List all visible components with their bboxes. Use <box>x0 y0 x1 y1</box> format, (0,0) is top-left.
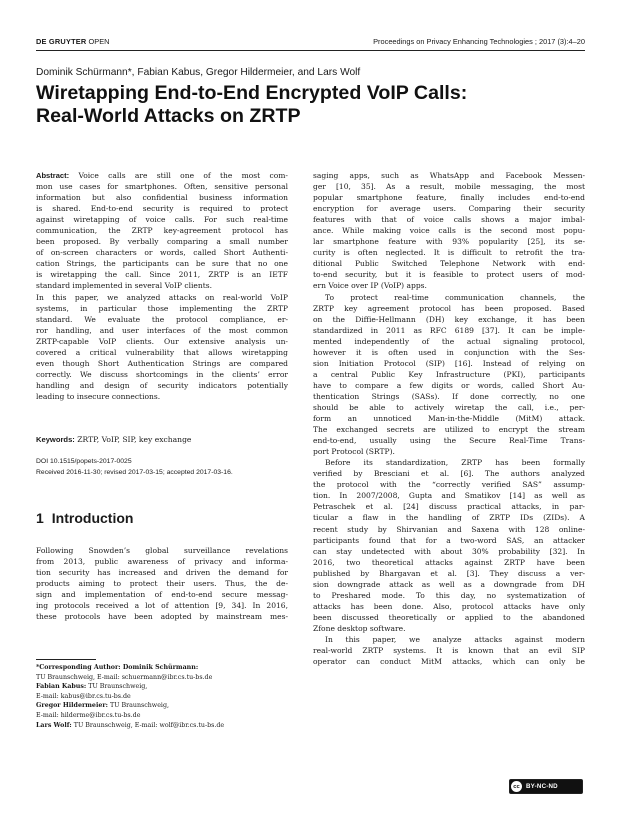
footnote-text: E-mail: kabus@ibr.cs.tu-bs.de <box>36 692 131 700</box>
footnote-line <box>36 682 296 692</box>
abstract-line: cation Strings, the participants can be sure that no one <box>36 259 288 269</box>
intro-line: these protocols have been adopted by mainstream mes- <box>36 612 288 622</box>
footnote-author: Fabian Kabus: <box>36 683 87 691</box>
cc-license-badge[interactable] <box>509 779 583 794</box>
body-line: should be able to actively wiretap the call, i.e., per- <box>313 402 585 412</box>
title-line: Real-World Attacks on ZRTP <box>36 105 301 127</box>
abstract-line: of on-screen characters or words, called Short Authenti- <box>36 248 288 258</box>
body-line: To protect real-time communication channels, the <box>325 292 585 302</box>
abstract-line: handling and design of security indicators potentially <box>36 380 288 390</box>
journal-citation: Proceedings on Privacy Enhancing Technologies ; 2017 (3):4–20 <box>373 37 585 46</box>
footnote-line <box>36 711 296 721</box>
author-list: Dominik Schürmann*, Fabian Kabus, Gregor Hildermeier, and Lars Wolf <box>36 67 361 78</box>
body-line: encryption for average users. Comparing their security <box>313 204 585 214</box>
footnotes <box>36 663 296 730</box>
body-line: standardized in 2011 as RFC 6189 [37]. It can be imple- <box>313 325 585 335</box>
footnote-author: Lars Wolf: <box>36 721 72 729</box>
body-line: to-end security, but it is feasible to protect users of mod- <box>313 270 585 280</box>
body-line: ance. While making voice calls is the second most popu- <box>313 226 585 236</box>
body-line: features with that of voice calls shows a major imbal- <box>313 215 585 225</box>
footnote-rule <box>36 659 96 660</box>
abstract-label: Abstract: <box>36 171 70 180</box>
publisher <box>36 37 109 46</box>
header-rule <box>36 50 585 51</box>
footnote-line <box>36 692 296 702</box>
body-line: lar smartphone feature with 93% popularity [25], its se- <box>313 237 585 247</box>
section-title: Introduction <box>51 510 134 526</box>
abstract-line: communication, the ZRTP key-agreement protocol has <box>36 226 288 236</box>
body-line: real-world ZRTP systems. It is known that an evil SIP <box>313 646 585 656</box>
body-line: the protocol with the “correctly verified SAS” assump- <box>313 480 585 490</box>
abstract-line: ZRTP-capable VoIP clients. Our extensive analysis un- <box>36 336 288 346</box>
body-line: Before its standardization, ZRTP has been formally <box>325 458 585 468</box>
intro-line: products aiming to protect their users. Thus, the de- <box>36 579 288 589</box>
body-line: sion Initiation Protocol (SIP) [16]. Instead of relying on <box>313 358 585 368</box>
abstract-line: is wiretapping the call. Since 2011, ZRTP is an IETF <box>36 270 288 280</box>
body-line: a central Public Key Infrastructure (PKI), participants <box>313 369 585 379</box>
footnote-line <box>36 673 296 683</box>
body-line: thentication Strings (SASs). If done correctly, no one <box>313 391 585 401</box>
intro-line: sign and implementation of end-to-end secure messag- <box>36 590 288 600</box>
abstract-line: mon use cases for smartphones. Often, sensitive personal <box>36 182 288 192</box>
body-line: The exchanged secrets are utilized to encrypt the stream <box>313 425 585 435</box>
body-line: end-to-end, usually using the Secure Real-Time Trans- <box>313 436 585 446</box>
body-line: participants found that for a two-word SAS, an attacker <box>313 535 585 545</box>
cc-icon: cc <box>511 781 522 792</box>
body-line: recent study by Shirvanian and Saxena with 128 online- <box>313 524 585 534</box>
body-line: on the Diffie-Hellmann (DH) key exchange, it has been <box>313 314 585 324</box>
footnote-line <box>36 663 296 673</box>
doi: DOI 10.1515/popets-2017-0025 <box>36 458 132 465</box>
body-line: tion. In 2007/2008, Gupta and Smatikov [14] as well as <box>313 491 585 501</box>
body-line: ditional Public Switched Telephone Network with end- <box>313 259 585 269</box>
footnote-text: TU Braunschweig, E-mail: wolf@ibr.cs.tu-bs.de <box>71 721 225 729</box>
body-line: popular smartphone feature, finally includes end-to-end <box>313 193 585 203</box>
footnote-author: Gregor Hildermeier: <box>36 702 108 710</box>
abstract-text: Voice calls are still one of the most com- <box>78 171 288 180</box>
abstract-line: covered a critical vulnerability that allows wiretapping <box>36 347 288 357</box>
body-line: verified by Bresciani et al. [6]. The authors analyzed <box>313 469 585 479</box>
keywords <box>36 435 288 444</box>
body-line: saging apps, such as WhatsApp and Facebook Messen- <box>313 171 585 180</box>
received-dates: Received 2016-11-30; revised 2017-03-15; accepted 2017-03-16. <box>36 469 233 476</box>
body-line: ticular a flaw in the handling of ZRTP IDs (ZIDs). A <box>313 513 585 523</box>
intro-line: Following Snowden’s global surveillance revelations <box>36 546 288 555</box>
keywords-label: Keywords: <box>36 435 75 444</box>
footnote-text: TU Braunschweig, E-mail: schuermann@ibr.cs.tu-bs.de <box>36 673 213 681</box>
abstract-line: even though Short Authentication Strings are compared <box>36 358 288 368</box>
abstract-line: is shared. End-to-end security is required to protect <box>36 204 288 214</box>
intro-line: tion security has increased and driven the demand for <box>36 568 288 578</box>
footnote-line <box>36 701 296 711</box>
footnote-text: E-mail: hilderme@ibr.cs.tu-bs.de <box>36 711 141 719</box>
body-line: Petraschek et al. [24] discuss practical attacks, in par- <box>313 502 585 512</box>
running-header <box>36 37 585 49</box>
intro-line: ing protocols received a lot of attention [9, 34]. In 2016, <box>36 601 288 611</box>
footnote-text: TU Braunschweig, <box>86 683 148 691</box>
body-line: sion downgrade attack as well as a downgrade from DH <box>313 579 585 589</box>
right-column-text <box>313 170 585 667</box>
keywords-text: ZRTP, VoIP, SIP, key exchange <box>77 435 192 444</box>
paper-title <box>36 82 596 128</box>
abstract-line: ror handling, and user interfaces of the most common <box>36 325 288 335</box>
body-line: curity is often neglected. It is difficult to retrofit the tra- <box>313 248 585 258</box>
body-line: ZRTP key agreement protocol has been proposed. Based <box>313 303 585 313</box>
introduction-text <box>36 545 288 622</box>
section-number: 1 <box>36 510 44 526</box>
publisher-rest: OPEN <box>88 37 110 46</box>
abstract-body <box>36 181 288 402</box>
body-line: attacks has been done. Also, protocol attacks have only <box>313 601 585 611</box>
title-line: Wiretapping End-to-End Encrypted VoIP Calls: <box>36 82 468 104</box>
license-label: BY-NC-ND <box>526 783 558 790</box>
body-line: mented independently of the actual signaling protocol, <box>313 336 585 346</box>
abstract-line: systems, in particular those implementing the ZRTP <box>36 303 288 313</box>
abstract-line: been proposed. By verbally comparing a small number <box>36 237 288 247</box>
publisher-bold: DE GRUYTER <box>36 37 87 46</box>
body-line: been discussed theoretically or applied to the abandoned <box>313 612 585 622</box>
body-line: port Protocol (SRTP). <box>313 447 395 457</box>
body-line: however it is often used in conjunction with the Ses- <box>313 347 585 357</box>
body-line: ger [10, 35]. As a result, mobile messaging, the most <box>313 182 585 192</box>
body-line: form an unnoticed Man-in-the-Middle (MitM) attack. <box>313 414 585 424</box>
abstract-line: correctly. We discuss shortcomings in the clients’ error <box>36 369 288 379</box>
body-line: can stay undetected with about 30% probability [32]. In <box>313 546 585 556</box>
footnote-text: TU Braunschweig, <box>107 702 169 710</box>
abstract-line: leading to insecure connections. <box>36 391 161 401</box>
footnote-author: *Corresponding Author: Dominik Schürmann: <box>36 664 199 671</box>
body-line: to Preshared mode. To this day, no systematization of <box>313 590 585 600</box>
abstract-line: standard. We evaluate the protocol compliance, er- <box>36 314 288 324</box>
abstract-first-line <box>36 170 288 181</box>
abstract-line: standard implemented in several VoIP clients. <box>36 281 213 291</box>
body-line: In this paper, we analyze attacks against modern <box>325 634 585 644</box>
abstract-line: In this paper, we analyzed attacks on real-world VoIP <box>36 292 288 302</box>
section-heading <box>36 510 133 526</box>
body-line: operator can conduct MitM attacks, which can only be <box>313 657 585 667</box>
footnote-line <box>36 721 296 731</box>
body-line: ern Voice over IP (VoIP) apps. <box>313 281 427 291</box>
intro-line: from 2013, public awareness of privacy and informa- <box>36 557 288 567</box>
abstract-line: against wiretapping of voice calls. For such real-time <box>36 215 288 225</box>
abstract <box>36 170 288 402</box>
body-line: Zfone desktop software. <box>313 623 406 633</box>
body-line: published by Bhargavan et al. [3]. They discuss a ver- <box>313 568 585 578</box>
body-line: have to compare a few digits or words, called Short Au- <box>313 380 585 390</box>
abstract-line: information but also confidential business information <box>36 193 288 203</box>
body-line: 2016, two theoretical attacks against ZRTP have been <box>313 557 585 567</box>
